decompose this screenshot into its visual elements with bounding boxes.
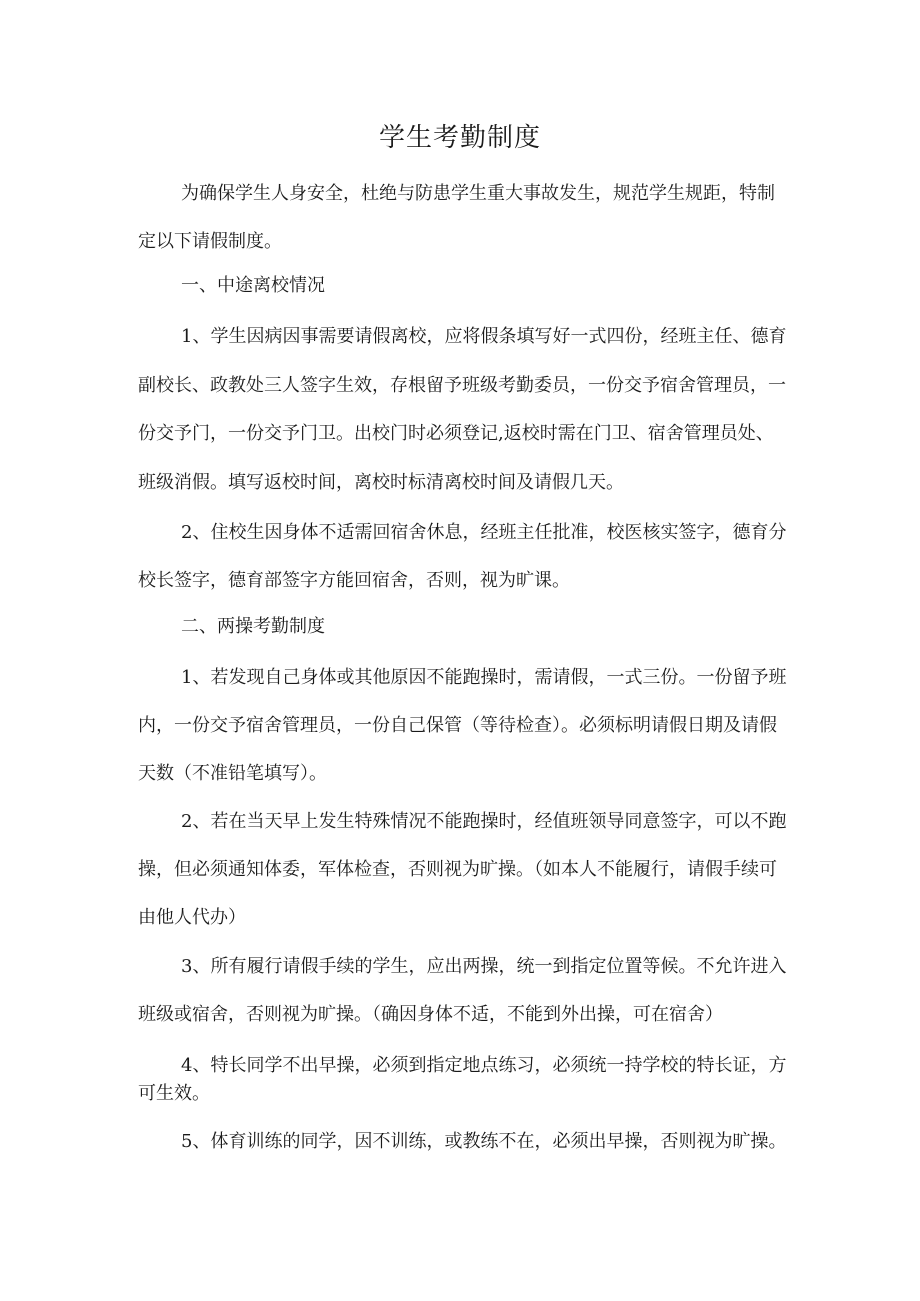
section2-item-4: 4、特长同学不出早操，必须到指定地点练习，必须统一持学校的特长证，方可生效。 — [138, 1055, 787, 1104]
section1-item-2: 2、住校生因身体不适需回宿舍休息，经班主任批准，校医核实签字，德育分校长签字，德育部签字方能回宿舍，否则，视为旷课。 — [138, 522, 787, 591]
section2-item-3: 3、所有履行请假手续的学生，应出两操，统一到指定位置等候。不允许进入班级或宿舍，否则视为旷操。（确因身体不适，不能到外出操，可在宿舍） — [138, 956, 787, 1025]
intro-paragraph: 为确保学生人身安全，杜绝与防患学生重大事故发生，规范学生规距，特制定以下请假制度。 — [138, 183, 775, 252]
document-title: 学生考勤制度 — [378, 123, 541, 153]
section2-item-5: 5、体育训练的同学，因不训练，或教练不在，必须出早操，否则视为旷操。 — [181, 1131, 787, 1152]
section2-heading: 二、两操考勤制度 — [181, 616, 325, 637]
section2-item-1: 1、若发现自己身体或其他原因不能跑操时，需请假，一式三份。一份留予班内，一份交予宿舍管理员，一份自己保管（等待检查）。必须标明请假日期及请假天数（不准铅笔填写）。 — [138, 667, 787, 784]
section2-item-2: 2、若在当天早上发生特殊情况不能跑操时，经值班领导同意签字，可以不跑操，但必须通知体委，军体检查，否则视为旷操。（如本人不能履行，请假手续可由他人代办） — [138, 811, 787, 928]
section1-item-1: 1、学生因病因事需要请假离校，应将假条填写好一式四份，经班主任、德育副校长、政教处三人签字生效，存根留予班级考勤委员，一份交予宿舍管理员，一份交予门，一份交予门卫。出校门时必须登记,返校时需在门卫、宿舍管理员处、班级消假。填写返校时间，离校时标清离校时间及请假几天。 — [138, 326, 787, 493]
section1-heading: 一、中途离校情况 — [181, 275, 325, 296]
